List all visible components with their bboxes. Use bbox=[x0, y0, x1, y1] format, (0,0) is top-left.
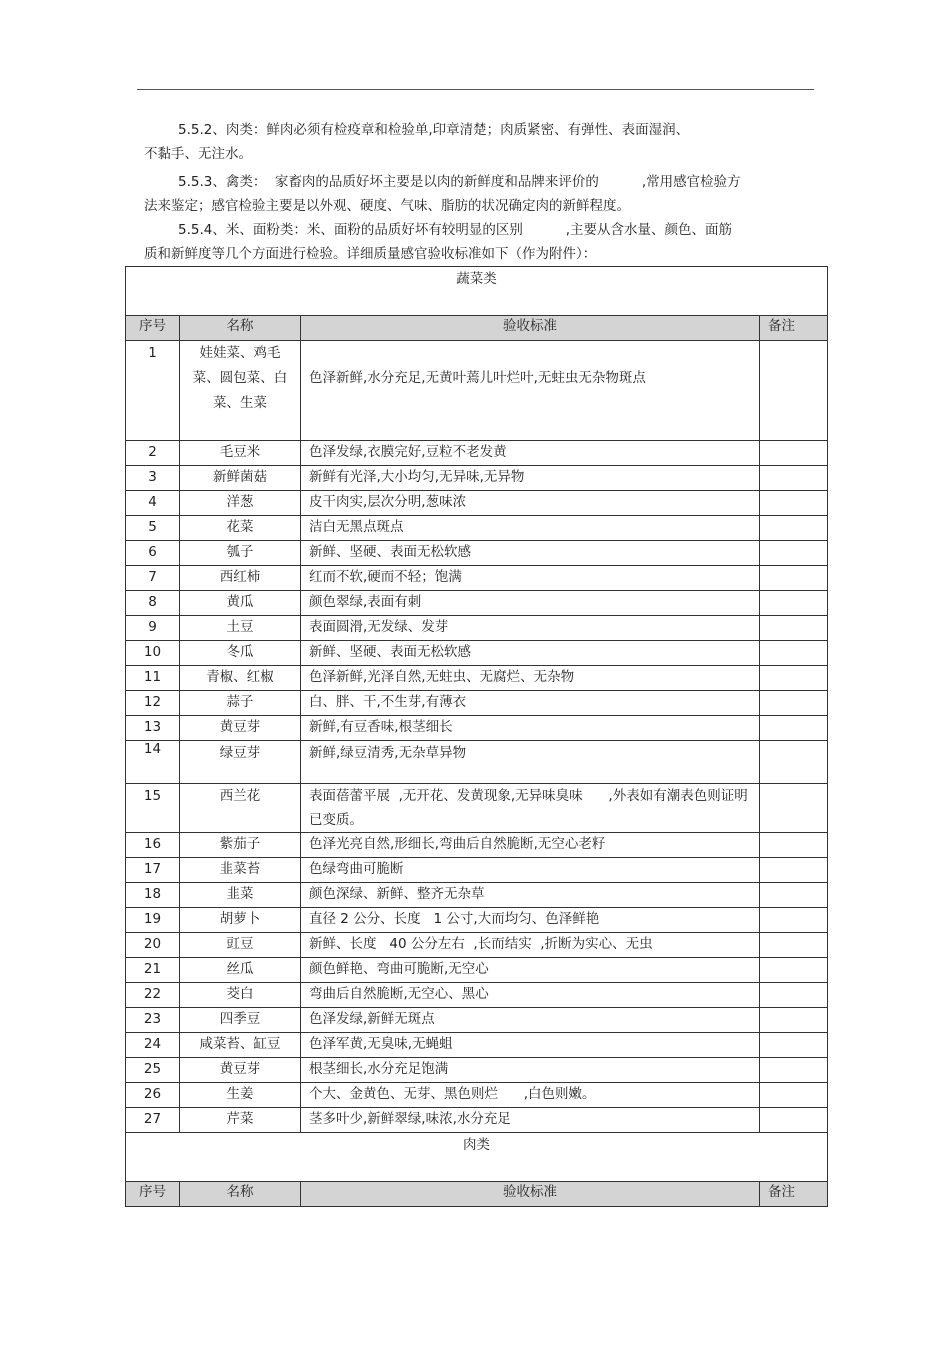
table-header-row bbox=[126, 1182, 828, 1207]
paragraph-text-cont: 质和新鲜度等几个方面进行检验。详细质量感官验收标准如下（作为附件）： bbox=[144, 246, 597, 262]
row-name: 韭菜 bbox=[180, 883, 301, 908]
paragraph-text: 5.5.4、米、面粉类：米、面粉的品质好坏有较明显的区别 ,主要从含水量、颜色、面筋 bbox=[178, 222, 733, 238]
row-name: 蒜子 bbox=[180, 691, 301, 716]
table-row bbox=[126, 616, 828, 641]
row-note bbox=[760, 691, 828, 716]
table-row bbox=[126, 591, 828, 616]
row-note bbox=[760, 883, 828, 908]
table-row bbox=[126, 466, 828, 491]
row-note bbox=[760, 466, 828, 491]
paragraph-5-5-2 bbox=[144, 118, 804, 166]
row-name: 洋葱 bbox=[180, 491, 301, 516]
row-criteria: 色绿弯曲可脆断 bbox=[301, 858, 760, 883]
table-header-row bbox=[126, 316, 828, 341]
row-note bbox=[760, 983, 828, 1008]
row-criteria: 颜色深绿、新鲜、整齐无杂草 bbox=[301, 883, 760, 908]
table-row bbox=[126, 933, 828, 958]
header-rule bbox=[137, 89, 814, 90]
paragraph-text: 5.5.3、禽类： 家畜肉的品质好坏主要是以肉的新鲜度和品牌来评价的 ,常用感官检验方 bbox=[178, 174, 741, 190]
row-note bbox=[760, 1108, 828, 1133]
row-note bbox=[760, 908, 828, 933]
table-section-title: 肉类 bbox=[126, 1133, 828, 1182]
row-criteria: 颜色翠绿,表面有刺 bbox=[301, 591, 760, 616]
row-name: 土豆 bbox=[180, 616, 301, 641]
row-number: 20 bbox=[126, 933, 180, 958]
row-number: 12 bbox=[126, 691, 180, 716]
row-number: 5 bbox=[126, 516, 180, 541]
row-note bbox=[760, 833, 828, 858]
row-number: 21 bbox=[126, 958, 180, 983]
table-row bbox=[126, 491, 828, 516]
header-no: 序号 bbox=[126, 316, 180, 341]
row-number: 23 bbox=[126, 1008, 180, 1033]
row-name: 咸菜苔、缸豆 bbox=[180, 1033, 301, 1058]
table-row bbox=[126, 784, 828, 833]
row-name: 西红柿 bbox=[180, 566, 301, 591]
row-name: 胡萝卜 bbox=[180, 908, 301, 933]
row-criteria: 弯曲后自然脆断,无空心、黑心 bbox=[301, 983, 760, 1008]
header-note: 备注 bbox=[760, 316, 828, 341]
row-number: 15 bbox=[126, 784, 180, 833]
row-note bbox=[760, 341, 828, 441]
row-name: 黄豆芽 bbox=[180, 716, 301, 741]
row-note bbox=[760, 516, 828, 541]
row-number: 22 bbox=[126, 983, 180, 1008]
row-criteria: 直径 2 公分、长度 1 公寸,大而均匀、色泽鲜艳 bbox=[301, 908, 760, 933]
row-name: 丝瓜 bbox=[180, 958, 301, 983]
row-criteria: 白、胖、干,不生芽,有薄衣 bbox=[301, 691, 760, 716]
row-note bbox=[760, 858, 828, 883]
table-row bbox=[126, 691, 828, 716]
row-number: 19 bbox=[126, 908, 180, 933]
row-number: 7 bbox=[126, 566, 180, 591]
row-name: 青椒、红椒 bbox=[180, 666, 301, 691]
row-criteria: 根茎细长,水分充足饱满 bbox=[301, 1058, 760, 1083]
row-name: 毛豆米 bbox=[180, 441, 301, 466]
row-number: 14 bbox=[126, 741, 180, 784]
table-row bbox=[126, 958, 828, 983]
row-number: 17 bbox=[126, 858, 180, 883]
row-name: 豇豆 bbox=[180, 933, 301, 958]
row-number: 25 bbox=[126, 1058, 180, 1083]
row-note bbox=[760, 933, 828, 958]
paragraph-5-5-4 bbox=[144, 218, 804, 266]
row-criteria: 新鲜、坚硬、表面无松软感 bbox=[301, 541, 760, 566]
table-row bbox=[126, 983, 828, 1008]
paragraph-text-cont: 法来鉴定；感官检验主要是以外观、硬度、气味、脂肪的状况确定肉的新鲜程度。 bbox=[144, 198, 630, 214]
table-row bbox=[126, 341, 828, 441]
row-number: 2 bbox=[126, 441, 180, 466]
row-criteria: 新鲜、坚硬、表面无松软感 bbox=[301, 641, 760, 666]
row-criteria: 新鲜、长度 40 公分左右 ,长而结实 ,折断为实心、无虫 bbox=[301, 933, 760, 958]
row-criteria: 新鲜,绿豆清秀,无杂草异物 bbox=[301, 741, 760, 784]
row-note bbox=[760, 616, 828, 641]
table-row bbox=[126, 883, 828, 908]
row-criteria: 颜色鲜艳、弯曲可脆断,无空心 bbox=[301, 958, 760, 983]
row-number: 16 bbox=[126, 833, 180, 858]
row-name: 芹菜 bbox=[180, 1108, 301, 1133]
row-note bbox=[760, 1058, 828, 1083]
row-number: 27 bbox=[126, 1108, 180, 1133]
paragraph-5-5-3 bbox=[144, 170, 804, 218]
row-name: 四季豆 bbox=[180, 1008, 301, 1033]
row-name: 韭菜苔 bbox=[180, 858, 301, 883]
row-name: 紫茄子 bbox=[180, 833, 301, 858]
row-criteria: 色泽光亮自然,形细长,弯曲后自然脆断,无空心老籽 bbox=[301, 833, 760, 858]
table-row bbox=[126, 833, 828, 858]
row-number: 24 bbox=[126, 1033, 180, 1058]
row-note bbox=[760, 741, 828, 784]
row-criteria: 色泽发绿,新鲜无斑点 bbox=[301, 1008, 760, 1033]
row-number: 9 bbox=[126, 616, 180, 641]
table-row bbox=[126, 1058, 828, 1083]
row-criteria: 个大、金黄色、无芽、黑色则烂 ,白色则嫩。 bbox=[301, 1083, 760, 1108]
row-note bbox=[760, 958, 828, 983]
row-criteria: 表面圆滑,无发绿、发芽 bbox=[301, 616, 760, 641]
row-criteria: 新鲜有光泽,大小均匀,无异味,无异物 bbox=[301, 466, 760, 491]
paragraph-text-cont: 不黏手、无注水。 bbox=[144, 146, 252, 162]
row-note bbox=[760, 566, 828, 591]
row-number: 3 bbox=[126, 466, 180, 491]
table-row bbox=[126, 566, 828, 591]
row-note bbox=[760, 541, 828, 566]
row-note bbox=[760, 591, 828, 616]
row-note bbox=[760, 491, 828, 516]
row-note bbox=[760, 641, 828, 666]
row-note bbox=[760, 1008, 828, 1033]
row-number: 1 bbox=[126, 341, 180, 441]
row-number: 4 bbox=[126, 491, 180, 516]
row-name: 生姜 bbox=[180, 1083, 301, 1108]
meat-standards-table bbox=[125, 1132, 828, 1207]
table-row bbox=[126, 1008, 828, 1033]
row-note bbox=[760, 716, 828, 741]
row-name: 黄豆芽 bbox=[180, 1058, 301, 1083]
table-row bbox=[126, 441, 828, 466]
table-row bbox=[126, 741, 828, 784]
header-name: 名称 bbox=[180, 316, 301, 341]
table-row bbox=[126, 1108, 828, 1133]
table-row bbox=[126, 1083, 828, 1108]
row-name: 绿豆芽 bbox=[180, 741, 301, 784]
row-note bbox=[760, 1083, 828, 1108]
row-number: 18 bbox=[126, 883, 180, 908]
table-row bbox=[126, 858, 828, 883]
row-criteria: 红而不软,硬而不轻；饱满 bbox=[301, 566, 760, 591]
paragraph-text: 5.5.2、肉类：鲜肉必须有检疫章和检验单,印章清楚；肉质紧密、有弹性、表面湿润、 bbox=[178, 122, 690, 138]
row-criteria: 皮干肉实,层次分明,葱味浓 bbox=[301, 491, 760, 516]
header-name: 名称 bbox=[180, 1182, 301, 1207]
row-criteria: 色泽新鲜,水分充足,无黄叶蔫儿叶烂叶,无蛀虫无杂物斑点 bbox=[301, 341, 760, 441]
row-note bbox=[760, 784, 828, 833]
row-criteria: 色泽军黄,无臭味,无蝇蛆 bbox=[301, 1033, 760, 1058]
table-row bbox=[126, 541, 828, 566]
row-criteria: 茎多叶少,新鲜翠绿,味浓,水分充足 bbox=[301, 1108, 760, 1133]
row-note bbox=[760, 1033, 828, 1058]
table-section-title: 蔬菜类 bbox=[126, 267, 828, 316]
row-name: 瓠子 bbox=[180, 541, 301, 566]
row-name: 娃娃菜、鸡毛菜、圆包菜、白菜、生菜 bbox=[180, 341, 301, 441]
table-row bbox=[126, 1033, 828, 1058]
table-row bbox=[126, 908, 828, 933]
table-row bbox=[126, 516, 828, 541]
header-criteria: 验收标准 bbox=[301, 1182, 760, 1207]
row-criteria: 色泽发绿,衣膜完好,豆粒不老发黄 bbox=[301, 441, 760, 466]
row-criteria: 表面蓓蕾平展 ,无开花、发黄现象,无异味臭味 ,外表如有潮表色则证明已变质。 bbox=[301, 784, 760, 833]
row-note bbox=[760, 441, 828, 466]
header-note: 备注 bbox=[760, 1182, 828, 1207]
row-name: 新鲜菌菇 bbox=[180, 466, 301, 491]
row-criteria: 色泽新鲜,光泽自然,无蛀虫、无腐烂、无杂物 bbox=[301, 666, 760, 691]
header-criteria: 验收标准 bbox=[301, 316, 760, 341]
row-number: 11 bbox=[126, 666, 180, 691]
row-name: 西兰花 bbox=[180, 784, 301, 833]
row-number: 13 bbox=[126, 716, 180, 741]
row-criteria: 新鲜,有豆香味,根茎细长 bbox=[301, 716, 760, 741]
table-row bbox=[126, 716, 828, 741]
row-number: 26 bbox=[126, 1083, 180, 1108]
header-no: 序号 bbox=[126, 1182, 180, 1207]
row-number: 10 bbox=[126, 641, 180, 666]
vegetable-standards-table bbox=[125, 266, 828, 1133]
row-number: 8 bbox=[126, 591, 180, 616]
row-name: 茭白 bbox=[180, 983, 301, 1008]
row-number: 6 bbox=[126, 541, 180, 566]
table-row bbox=[126, 641, 828, 666]
row-name: 花菜 bbox=[180, 516, 301, 541]
row-note bbox=[760, 666, 828, 691]
row-criteria: 洁白无黑点斑点 bbox=[301, 516, 760, 541]
row-name: 黄瓜 bbox=[180, 591, 301, 616]
row-name: 冬瓜 bbox=[180, 641, 301, 666]
table-row bbox=[126, 666, 828, 691]
